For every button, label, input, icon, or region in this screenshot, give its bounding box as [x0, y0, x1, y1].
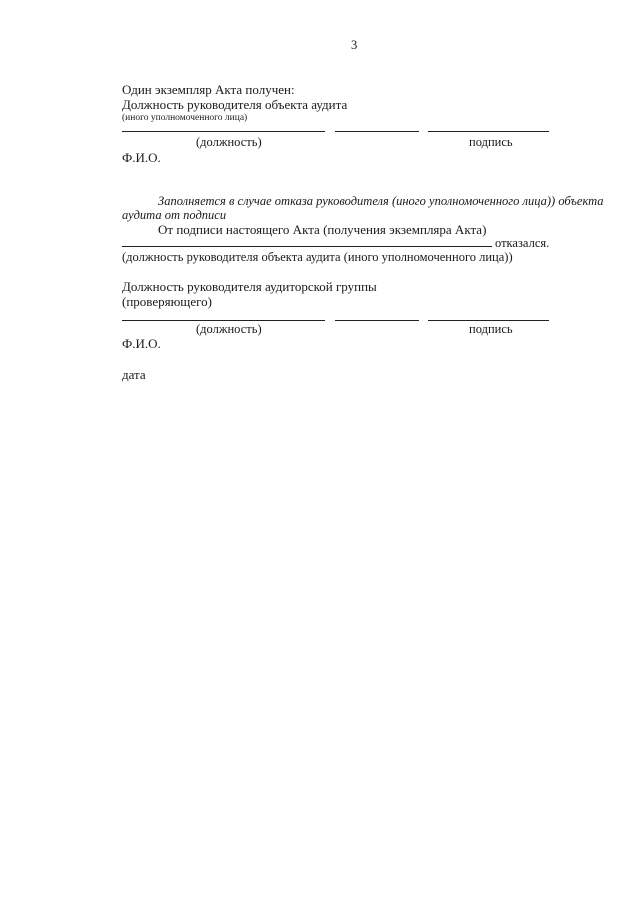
refusal-note-line1: Заполняется в случае отказа руководителя (иного уполномоченного лица)) объекта: [158, 194, 604, 208]
name-line-2: [428, 320, 549, 321]
auditee-position-sublabel: (иного уполномоченного лица): [122, 113, 248, 123]
name-line-1: [428, 131, 549, 132]
audit-lead-label: Должность руководителя аудиторской группы: [122, 279, 377, 294]
signature-caption-1: подпись: [469, 135, 513, 149]
signature-caption-2: подпись: [469, 322, 513, 336]
date-label: дата: [122, 367, 146, 382]
refusal-caption: (должность руководителя объекта аудита (иного уполномоченного лица)): [122, 250, 513, 264]
fio-label-1: Ф.И.О.: [122, 150, 161, 165]
signature-line-2: [335, 320, 419, 321]
refusal-statement: От подписи настоящего Акта (получения экземпляра Акта): [158, 222, 487, 237]
position-line-2: [122, 320, 325, 321]
signature-line-1: [335, 131, 419, 132]
received-label: Один экземпляр Акта получен:: [122, 82, 295, 97]
refused-word: отказался.: [495, 236, 550, 250]
auditee-position-label: Должность руководителя объекта аудита: [122, 97, 348, 112]
position-caption-2: (должность): [196, 322, 262, 336]
audit-lead-sublabel: (проверяющего): [122, 294, 212, 309]
refusal-note-line2: аудита от подписи: [122, 208, 227, 222]
refusal-name-line: [122, 246, 492, 247]
fio-label-2: Ф.И.О.: [122, 336, 161, 351]
page-number: 3: [351, 38, 358, 52]
position-line-1: [122, 131, 325, 132]
position-caption-1: (должность): [196, 135, 262, 149]
